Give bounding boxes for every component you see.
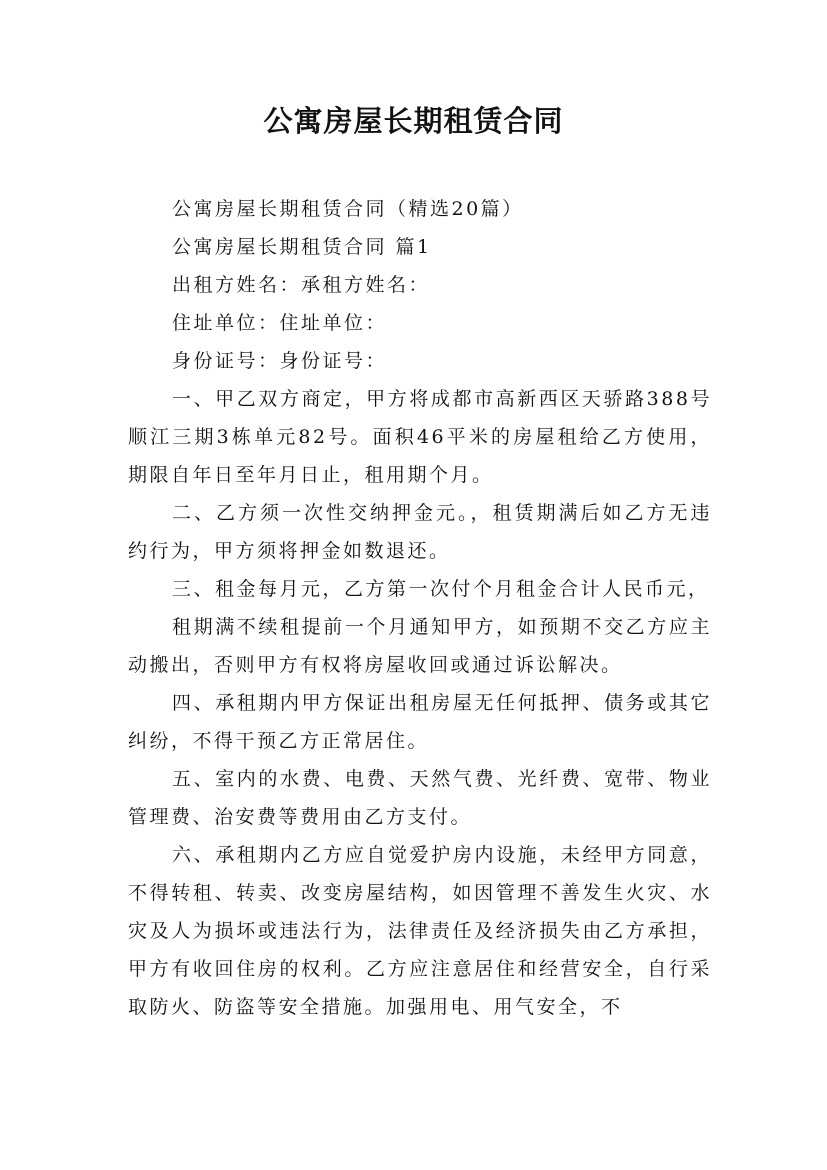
paragraph-section-heading: 公寓房屋长期租赁合同 篇1 xyxy=(172,236,432,258)
paragraph-clause-3: 三、租金每月元，乙方第一次付个月租金合计人民币元， xyxy=(172,578,710,600)
paragraph-address: 住址单位：住址单位： xyxy=(172,312,388,334)
paragraph-subtitle: 公寓房屋长期租赁合同（精选20篇） xyxy=(172,198,524,220)
document-title: 公寓房屋长期租赁合同 xyxy=(263,104,564,138)
paragraph-clause-4: 四、承租期内甲方保证出租房屋无任何抵押、债务或其它纠纷，不得干预乙方正常居住。 xyxy=(128,692,712,752)
paragraph-clause-2: 二、乙方须一次性交纳押金元。，租赁期满后如乙方无违约行为，甲方须将押金如数退还。 xyxy=(128,502,712,562)
paragraph-names: 出租方姓名：承租方姓名： xyxy=(172,274,431,296)
document-body xyxy=(128,190,712,1026)
paragraph-clause-1: 一、甲乙双方商定，甲方将成都市高新西区天骄路388号顺江三期3栋单元82号。面积46平米的房屋租给乙方使用，期限自年日至年月日止，租用期个月。 xyxy=(128,388,712,486)
paragraph-clause-5: 五、室内的水费、电费、天然气费、光纤费、宽带、物业管理费、治安费等费用由乙方支付。 xyxy=(128,768,712,828)
paragraph-id-number: 身份证号：身份证号： xyxy=(172,350,388,372)
paragraph-clause-6: 六、承租期内乙方应自觉爱护房内设施，未经甲方同意，不得转租、转卖、改变房屋结构，如因管理不善发生火灾、水灾及人为损坏或违法行为，法律责任及经济损失由乙方承担，甲方有收回住房的权利。乙方应注意居住和经营安全，自行采取防火、防盗等安全措施。加强用电、用气安全，不 xyxy=(128,844,712,1018)
paragraph-clause-3-continued: 租期满不续租提前一个月通知甲方，如预期不交乙方应主动搬出，否则甲方有权将房屋收回或通过诉讼解决。 xyxy=(128,616,712,676)
